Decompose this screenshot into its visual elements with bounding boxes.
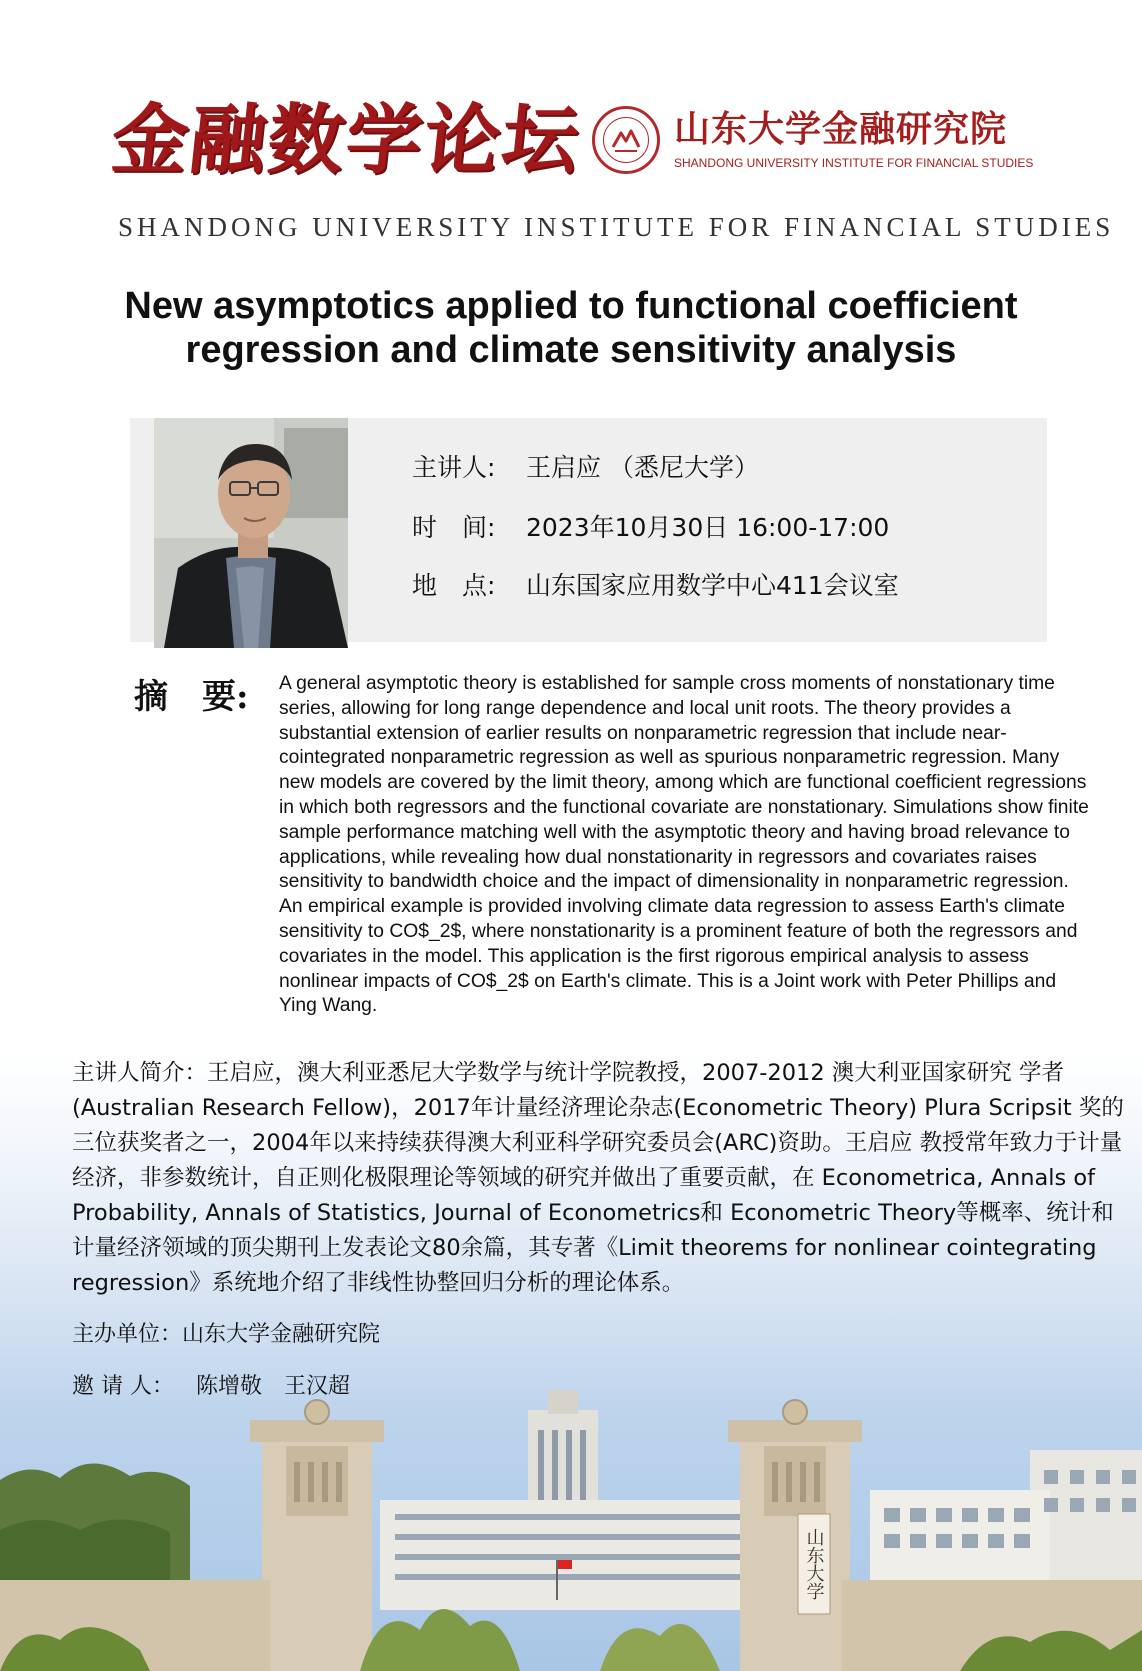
time-value: 2023年10月30日 16:00-17:00 — [526, 513, 890, 542]
campus-gate-illustration — [0, 1390, 1142, 1671]
inviter-label: 邀 请 人： — [72, 1374, 174, 1399]
institute-name-en-small: SHANDONG UNIVERSITY INSTITUTE FOR FINANCIAL STUDIES — [674, 156, 1034, 170]
place-value: 山东国家应用数学中心411会议室 — [526, 571, 899, 600]
time-label: 时 间: — [412, 513, 496, 542]
speaker-bio: 主讲人简介：王启应，澳大利亚悉尼大学数学与统计学院教授，2007-2012 澳大利亚国家研究 学者(Australian Research Fellow)，2017年计量经济理论杂志(Econometric Theory) Plura Scripsit 奖的三位获奖者之一，2004年以来持续获得澳大利亚科学研究委员会(ARC)资助。王启应 教授常年致力于计量经济，非参数统计，自正则化极限理论等领域的研究并做出了重要贡献，在 Econometrica, Annals of Probability, Annals of Statistics, Journal of Econometrics和 Econometric Theory等概率、统计和计量经济领域的顶尖期刊上发表论文80余篇，其专著《Limit theorems for nonlinear cointegrating regression》系统地介绍了非线性协整回归分析的理论体系。 — [72, 1060, 1124, 1296]
organizer-row — [72, 1318, 380, 1352]
time-row — [412, 508, 889, 548]
organizer-value: 山东大学金融研究院 — [182, 1322, 381, 1347]
institute-name-cn: 山东大学金融研究院 — [674, 108, 1008, 150]
talk-title-line2: regression and climate sensitivity analysis — [185, 329, 957, 371]
abstract-text: A general asymptotic theory is established for sample cross moments of nonstationary time series, allowing for long range dependence and local unit roots. The theory provides a substantial extension of earlier results on nonparametric regression that include near- cointegrated nonparametric regression as well as spurious nonparametric regression. Many new models are covered by the limit theory, among which are functional coefficient regressions in which both regressors and the functional covariate are nonstationary. Simulations show finite sample performance matching well with the asymptotic theory and having broad relevance to applications, while revealing how dual nonstationarity in regressors and covariates raises sensitivity to bandwidth choice and the impact of dimensionality in nonparametric regression. An empirical example is provided involving climate data regression to assess Earth's climate sensitivity to CO$_2$, where nonstationarity is a prominent feature of both the regressors and covariates in the model. This application is the first rigorous empirical analysis to assess nonlinear impacts of CO$_2$ on Earth's climate. This is a Joint work with Peter Phillips and Ying Wang. — [279, 673, 1089, 1017]
inviter-value: 陈增敬 王汉超 — [196, 1374, 351, 1399]
gate-sign: 山东大学 — [803, 1528, 825, 1600]
abstract-label: 摘 要: — [134, 677, 249, 717]
speaker-value: 王启应 （悉尼大学） — [526, 453, 759, 482]
place-row — [412, 566, 899, 606]
speaker-row — [412, 448, 759, 488]
institute-seal-icon — [592, 106, 660, 174]
speaker-photo — [154, 418, 348, 648]
forum-title: 金融数学论坛 — [107, 95, 585, 184]
institute-name-en-banner: SHANDONG UNIVERSITY INSTITUTE FOR FINANCIAL STUDIES — [118, 212, 1115, 242]
speaker-label: 主讲人: — [412, 453, 496, 482]
place-label: 地 点: — [412, 571, 496, 600]
talk-title — [60, 284, 1082, 372]
organizer-label: 主办单位： — [72, 1322, 183, 1347]
talk-title-line1: New asymptotics applied to functional coefficient — [124, 285, 1018, 327]
